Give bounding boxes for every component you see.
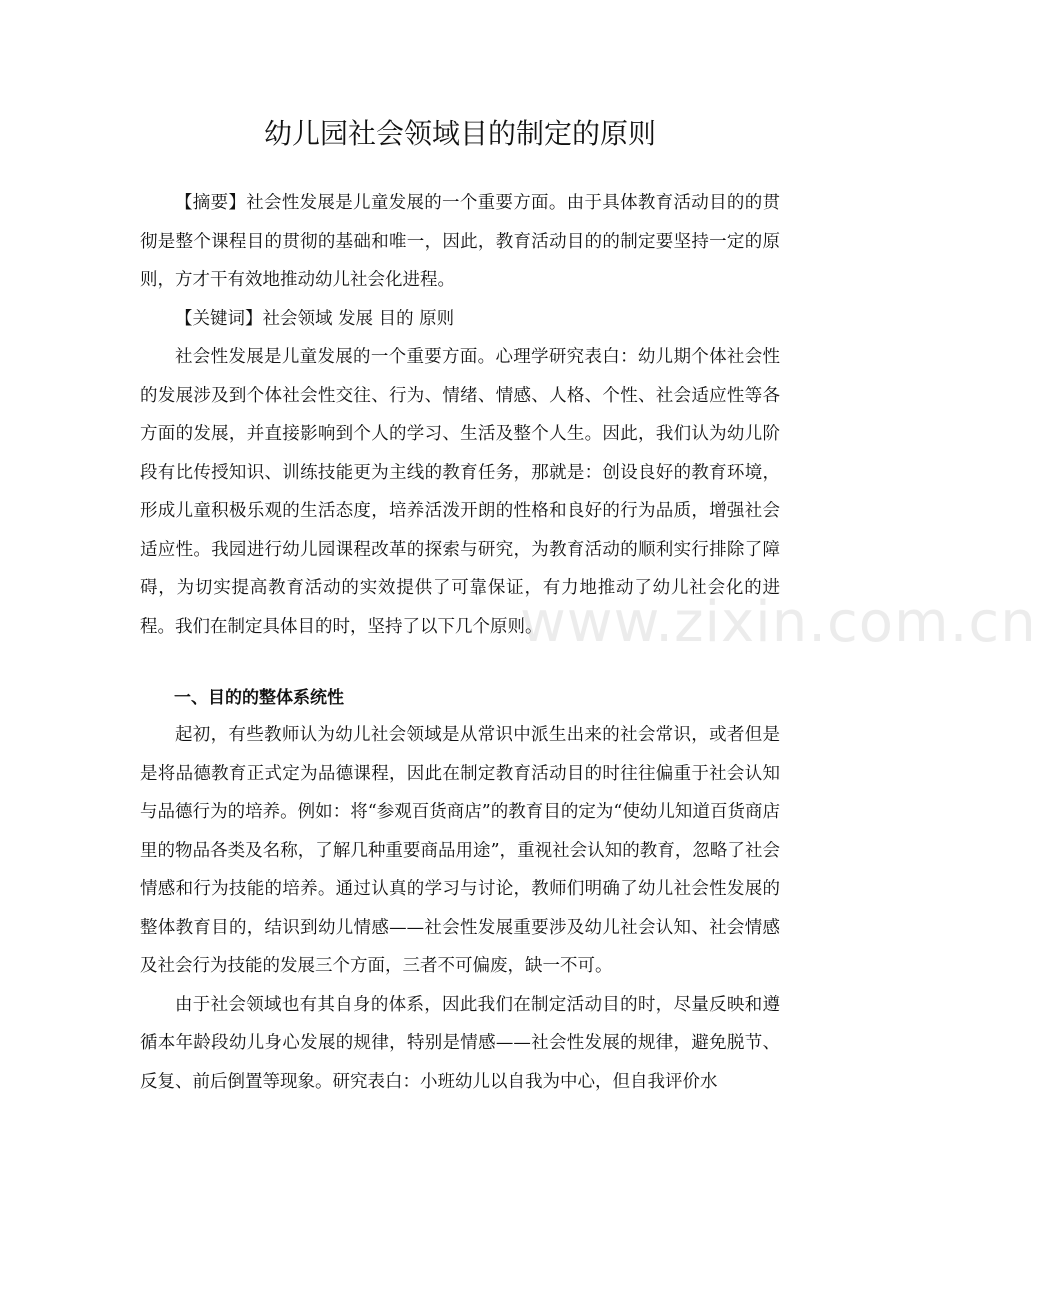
section1-paragraph-2: 由于社会领域也有其自身的体系，因此我们在制定活动目的时，尽量反映和遵循本年龄段幼儿身心发展的规律，特别是情感——社会性发展的规律，避免脱节、反复、前后倒置等现象。研究表白：小班幼儿以自我为中心，但自我评价水 [140,994,780,1092]
watermark: www.zixin.com.cn [520,590,1037,655]
keywords-paragraph: 【关键词】社会领域 发展 目的 原则 [175,308,455,329]
document-body [140,184,780,1101]
abstract-paragraph: 【摘要】社会性发展是儿童发展的一个重要方面。由于具体教育活动目的的贯彻是整个课程目的贯彻的基础和唯一，因此，教育活动目的的制定要坚持一定的原则，方才干有效地推动幼儿社会化进程。 [140,193,780,290]
section1-paragraph-1: 起初，有些教师认为幼儿社会领域是从常识中派生出来的社会常识，或者但是是将品德教育正式定为品德课程，因此在制定教育活动目的时往往偏重于社会认知与品德行为的培养。例如：将“参观百货商店”的教育目的定为“使幼儿知道百货商店里的物品各类及名称，了解几种重要商品用途”，重视社会认知的教育，忽略了社会情感和行为技能的培养。通过认真的学习与讨论，教师们明确了幼儿社会性发展的整体教育目的，结识到幼儿情感——社会性发展重要涉及幼儿社会认知、社会情感及社会行为技能的发展三个方面，三者不可偏废，缺一不可。 [140,725,780,976]
section-heading: 一、目的的整体系统性 [174,688,344,708]
document-title: 幼儿园社会领域目的制定的原则 [263,117,656,150]
intro-paragraph: 社会性发展是儿童发展的一个重要方面。心理学研究表白：幼儿期个体社会性的发展涉及到个体社会性交往、行为、情绪、情感、人格、个性、社会适应性等各方面的发展，并直接影响到个人的学习、生活及整个人生。因此，我们认为幼儿阶段有比传授知识、训练技能更为主线的教育任务，那就是：创设良好的教育环境，形成儿童积极乐观的生活态度，培养活泼开朗的性格和良好的行为品质，增强社会适应性。我园进行幼儿园课程改革的探索与研究，为教育活动的顺利实行排除了障碍，为切实提高教育活动的实效提供了可靠保证，有力地推动了幼儿社会化的进程。我们在制定具体目的时，坚持了以下几个原则。 [140,347,780,637]
section-spacer [140,646,780,680]
